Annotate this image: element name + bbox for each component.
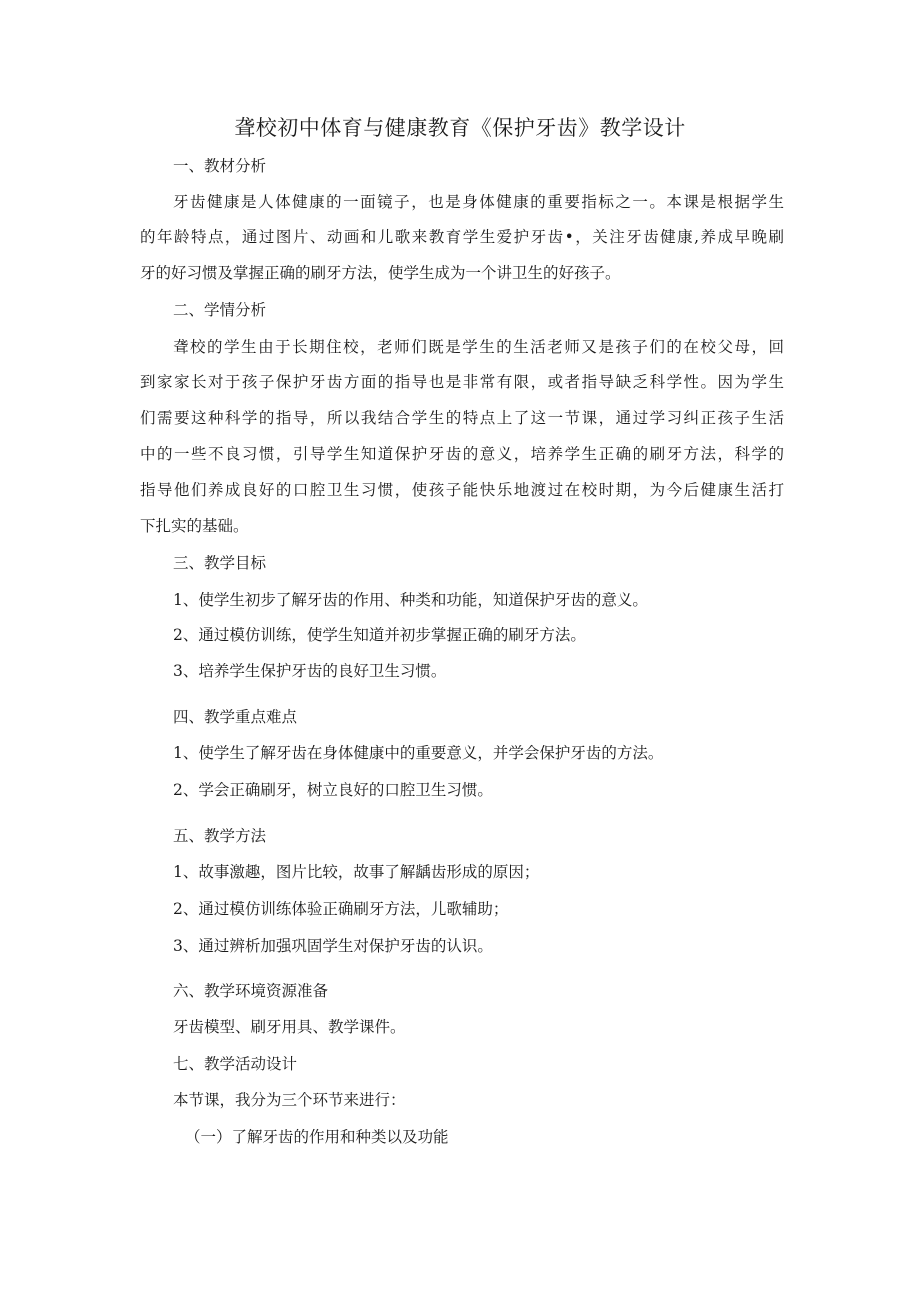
list-item: 3、培养学生保护牙齿的良好卫生习惯。: [173, 662, 447, 680]
list-item: 1、使学生初步了解牙齿的作用、种类和功能，知道保护牙齿的意义。: [173, 591, 648, 609]
list-item: 1、使学生了解牙齿在身体健康中的重要意义，并学会保护牙齿的方法。: [173, 744, 664, 762]
section-heading-resources: 六、教学环境资源准备: [173, 982, 329, 1000]
paragraph-line: 们需要这种科学的指导，所以我结合学生的特点上了这一节课，通过学习纠正孩子生活: [140, 409, 784, 427]
paragraph-line: 下扎实的基础。: [140, 517, 249, 535]
section-heading-key-points: 四、教学重点难点: [173, 708, 298, 726]
document-title: 聋校初中体育与健康教育《保护牙齿》教学设计: [234, 116, 686, 140]
paragraph-line: 牙齿模型、刷牙用具、教学课件。: [173, 1018, 406, 1036]
paragraph-line: 中的一些不良习惯，引导学生知道保护牙齿的意义，培养学生正确的刷牙方法，科学的: [140, 445, 784, 463]
list-item: 2、通过模仿训练体验正确刷牙方法，儿歌辅助；: [173, 900, 509, 918]
section-heading-activity-design: 七、教学活动设计: [173, 1055, 298, 1073]
section-heading-teaching-goals: 三、教学目标: [173, 554, 267, 572]
section-heading-student-analysis: 二、学情分析: [173, 301, 267, 319]
list-item: 3、通过辨析加强巩固学生对保护牙齿的认识。: [173, 937, 493, 955]
paragraph-line: 牙的好习惯及掌握正确的刷牙方法，使学生成为一个讲卫生的好孩子。: [140, 264, 621, 282]
section-heading-teaching-methods: 五、教学方法: [173, 827, 267, 845]
paragraph-line: 本节课，我分为三个环节来进行：: [173, 1091, 406, 1109]
paragraph-line: 聋校的学生由于长期住校，老师们既是学生的生活老师又是孩子们的在校父母，回: [173, 338, 784, 356]
section-heading-textbook-analysis: 一、教材分析: [173, 157, 267, 175]
paragraph-line: 牙齿健康是人体健康的一面镜子，也是身体健康的重要指标之一。本课是根据学生: [173, 193, 784, 211]
paragraph-line: 指导他们养成良好的口腔卫生习惯，使孩子能快乐地渡过在校时期，为今后健康生活打: [140, 481, 784, 499]
subsection-heading: （一）了解牙齿的作用和种类以及功能: [185, 1128, 449, 1146]
list-item: 2、通过模仿训练，使学生知道并初步掌握正确的刷牙方法。: [173, 626, 586, 644]
paragraph-line: 的年龄特点，通过图片、动画和儿歌来教育学生爱护牙齿•，关注牙齿健康,养成早晚刷: [140, 228, 784, 246]
paragraph-line: 到家家长对于孩子保护牙齿方面的指导也是非常有限，或者指导缺乏科学性。因为学生: [140, 373, 784, 391]
list-item: 1、故事激趣，图片比较，故事了解龋齿形成的原因；: [173, 863, 540, 881]
list-item: 2、学会正确刷牙，树立良好的口腔卫生习惯。: [173, 781, 493, 799]
